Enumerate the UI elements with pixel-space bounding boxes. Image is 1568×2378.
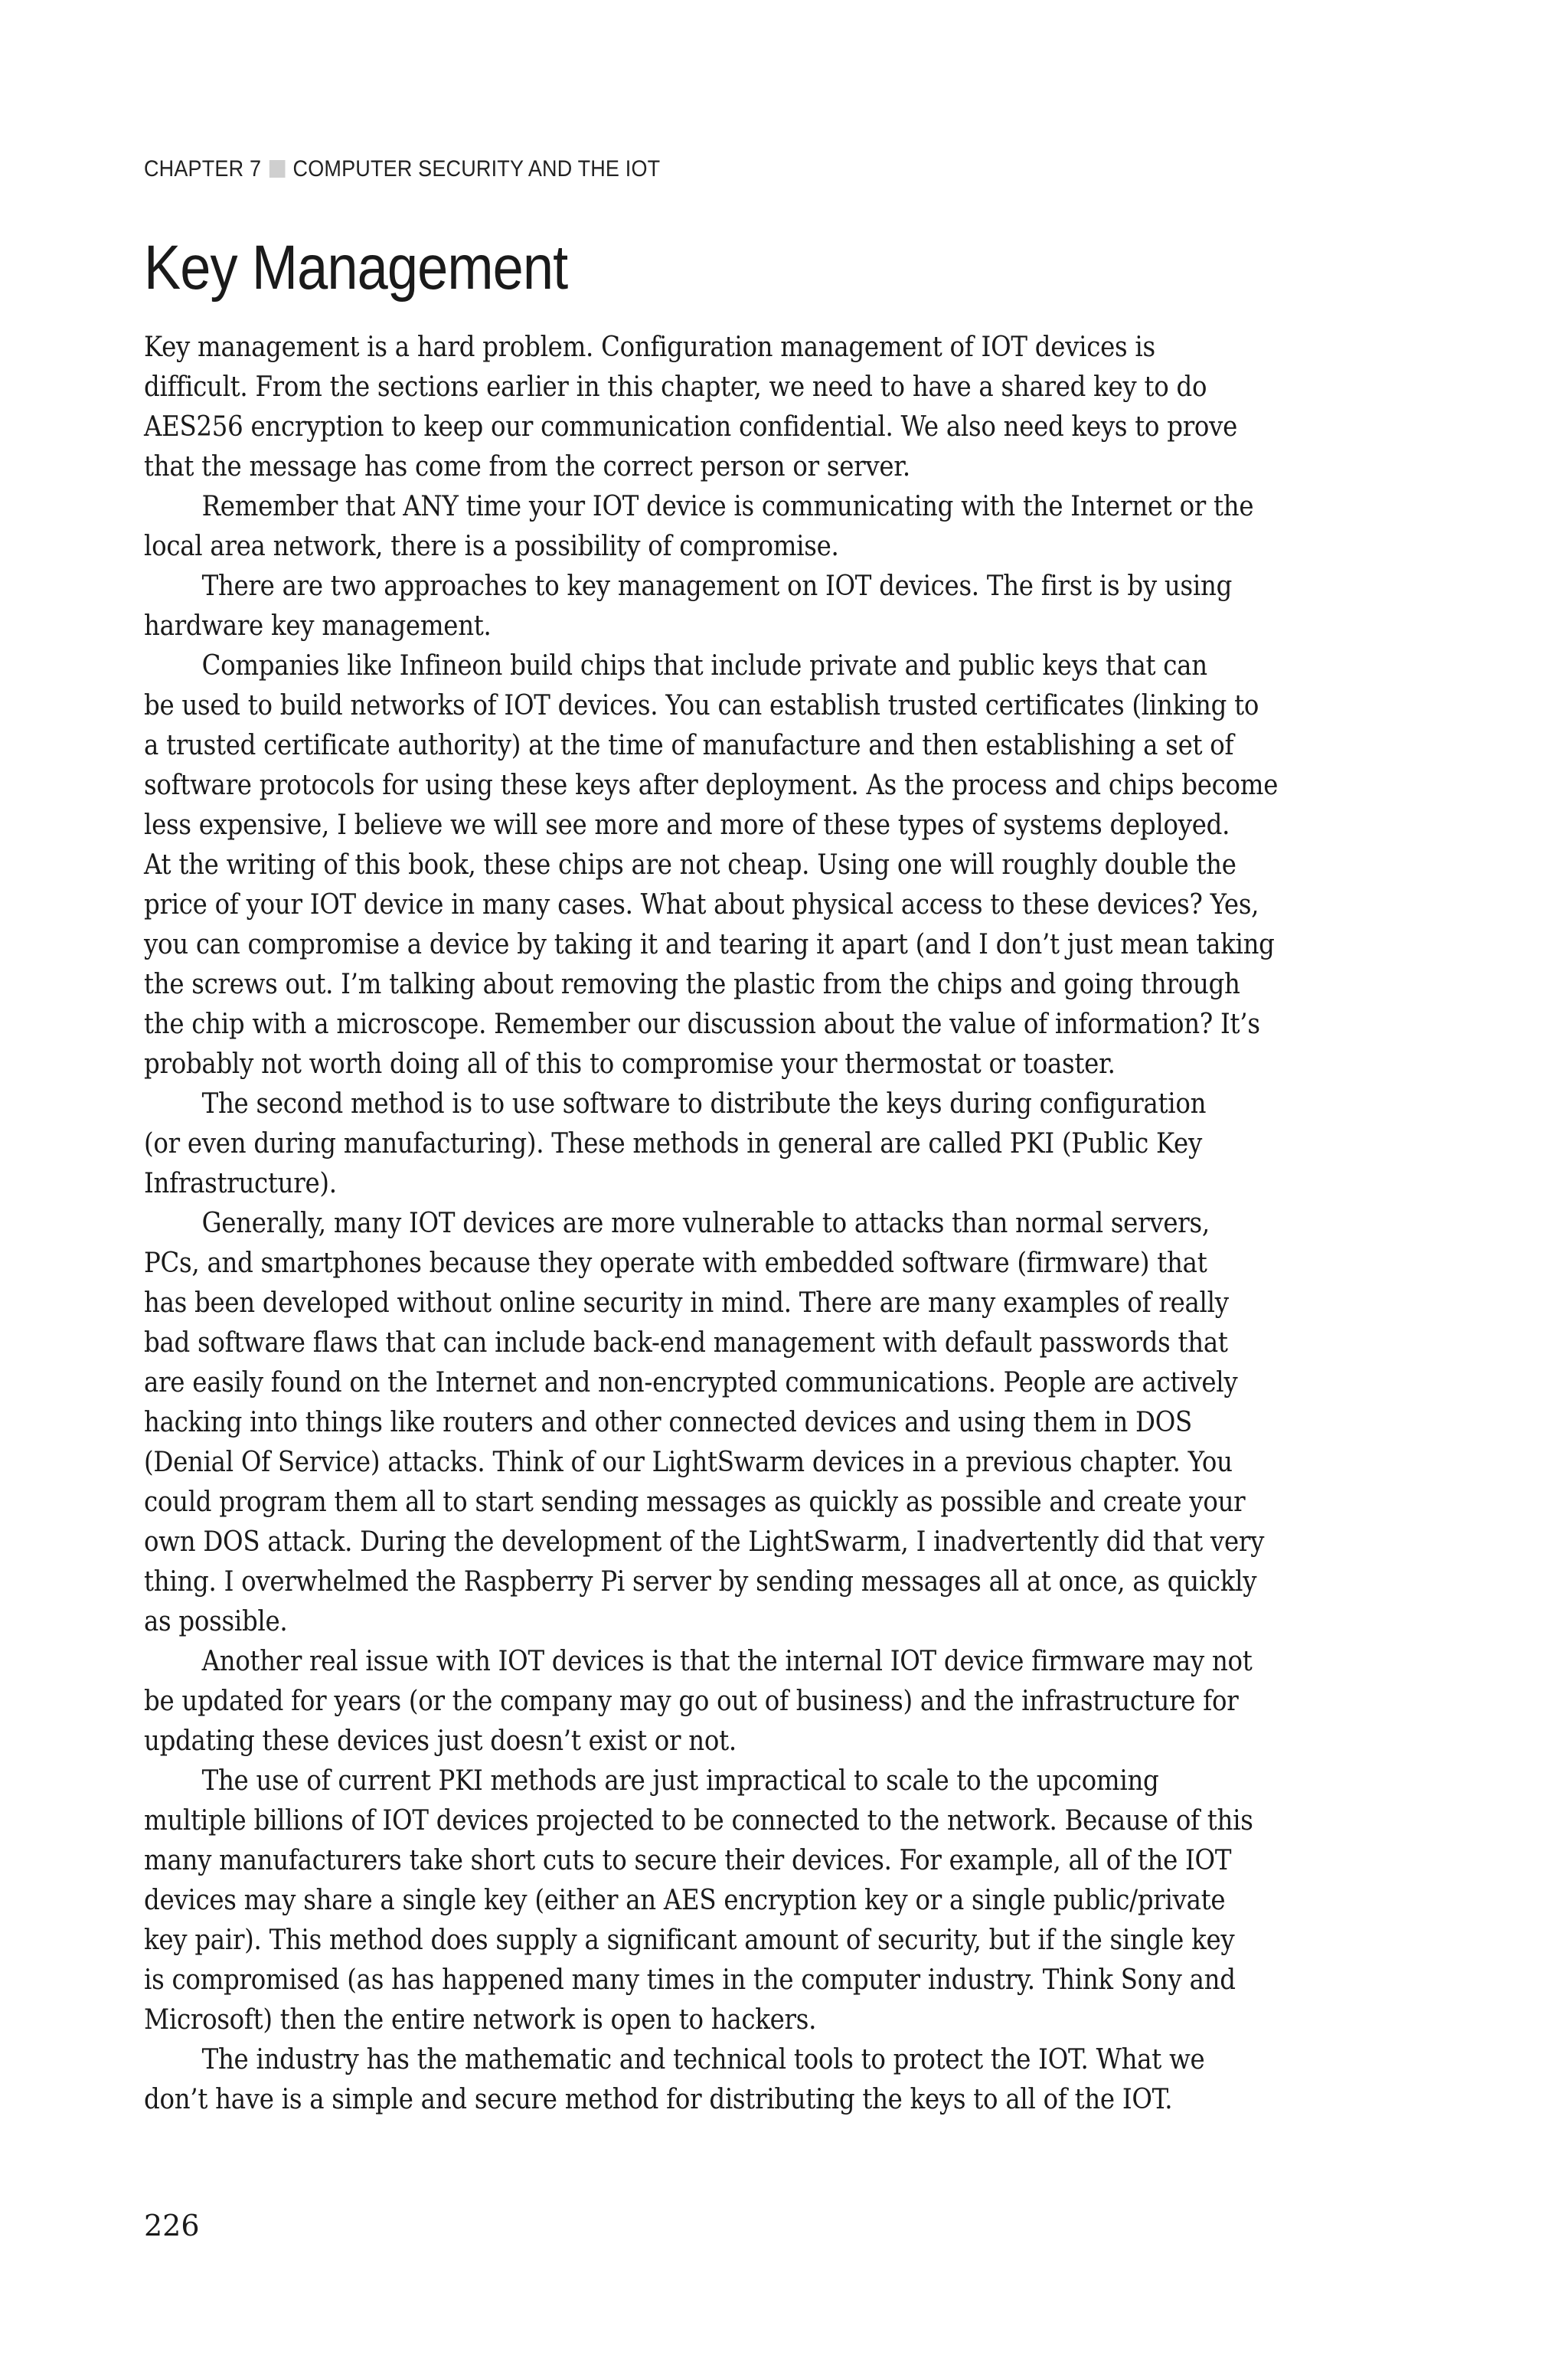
text-line: At the writing of this book, these chips are not cheap. Using one will roughly double the [144, 849, 1236, 881]
text-line: difficult. From the sections earlier in this chapter, we need to have a shared key to do [144, 371, 1207, 403]
running-header [144, 156, 660, 182]
text-line: (Denial Of Service) attacks. Think of our LightSwarm devices in a previous chapter. You [144, 1447, 1233, 1478]
text-line: The use of current PKI methods are just impractical to scale to the upcoming [201, 1765, 1159, 1797]
text-line: thing. I overwhelmed the Raspberry Pi server by sending messages all at once, as quickly [144, 1566, 1257, 1598]
text-line: as possible. [144, 1606, 288, 1637]
text-line: bad software flaws that can include back-end management with default passwords that [144, 1327, 1228, 1359]
section-title: Key Management [144, 233, 568, 303]
chapter-number: CHAPTER 7 [144, 156, 262, 182]
text-line: AES256 encryption to keep our communication confidential. We also need keys to prove [144, 411, 1238, 443]
text-line: be used to build networks of IOT devices. You can establish trusted certificates (linking to [144, 690, 1259, 721]
text-line: that the message has come from the correct person or server. [144, 451, 910, 482]
text-line: Another real issue with IOT devices is that the internal IOT device firmware may not [201, 1646, 1253, 1677]
text-line: a trusted certificate authority) at the time of manufacture and then establishing a set of [144, 730, 1234, 761]
text-line: Microsoft) then the entire network is open to hackers. [144, 2004, 817, 2036]
text-line: The industry has the mathematic and technical tools to protect the IOT. What we [201, 2044, 1205, 2075]
text-line: hardware key management. [144, 610, 492, 642]
header-separator-square [270, 160, 286, 178]
text-line: Infrastructure). [144, 1168, 337, 1199]
text-line: local area network, there is a possibility of compromise. [144, 531, 839, 562]
text-line: PCs, and smartphones because they operate with embedded software (firmware) that [144, 1248, 1207, 1279]
text-line: don’t have is a simple and secure method for distributing the keys to all of the IOT. [144, 2084, 1173, 2115]
text-line: The second method is to use software to distribute the keys during configuration [201, 1088, 1207, 1120]
text-line: are easily found on the Internet and non-encrypted communications. People are actively [144, 1367, 1238, 1398]
text-line: software protocols for using these keys after deployment. As the process and chips become [144, 770, 1279, 801]
text-line: is compromised (as has happened many times in the computer industry. Think Sony and [144, 1964, 1236, 1996]
text-line: own DOS attack. During the development of the LightSwarm, I inadvertently did that very [144, 1526, 1265, 1558]
text-line: Remember that ANY time your IOT device is communicating with the Internet or the [201, 491, 1254, 522]
text-line: There are two approaches to key management on IOT devices. The first is by using [201, 571, 1233, 602]
text-line: Key management is a hard problem. Configuration management of IOT devices is [144, 332, 1155, 363]
text-line: probably not worth doing all of this to compromise your thermostat or toaster. [144, 1048, 1116, 1080]
text-line: Generally, many IOT devices are more vulnerable to attacks than normal servers, [201, 1208, 1210, 1239]
text-line: Companies like Infineon build chips that include private and public keys that can [201, 650, 1207, 682]
text-line: key pair). This method does supply a significant amount of security, but if the single key [144, 1925, 1235, 1956]
text-line: devices may share a single key (either an AES encryption key or a single public/private [144, 1885, 1226, 1916]
chapter-title: COMPUTER SECURITY AND THE IOT [292, 156, 661, 182]
page-number: 226 [144, 2209, 200, 2242]
body-text [144, 328, 1378, 2120]
text-line: price of your IOT device in many cases. What about physical access to these devices? Yes, [144, 889, 1259, 921]
text-line: could program them all to start sending messages as quickly as possible and create your [144, 1487, 1246, 1518]
text-line: many manufacturers take short cuts to secure their devices. For example, all of the IOT [144, 1845, 1232, 1876]
text-line: the screws out. I’m talking about removing the plastic from the chips and going through [144, 969, 1240, 1000]
text-line: the chip with a microscope. Remember our discussion about the value of information? It’s [144, 1009, 1260, 1040]
text-line: has been developed without online security in mind. There are many examples of really [144, 1287, 1229, 1319]
text-line: you can compromise a device by taking it and tearing it apart (and I don’t just mean taking [144, 929, 1275, 960]
text-line: less expensive, I believe we will see more and more of these types of systems deployed. [144, 810, 1230, 841]
text-line: be updated for years (or the company may go out of business) and the infrastructure for [144, 1686, 1239, 1717]
text-line: updating these devices just doesn’t exist or not. [144, 1725, 737, 1757]
text-line: multiple billions of IOT devices projected to be connected to the network. Because of this [144, 1805, 1253, 1837]
text-line: hacking into things like routers and other connected devices and using them in DOS [144, 1407, 1192, 1438]
text-line: (or even during manufacturing). These methods in general are called PKI (Public Key [144, 1128, 1202, 1160]
